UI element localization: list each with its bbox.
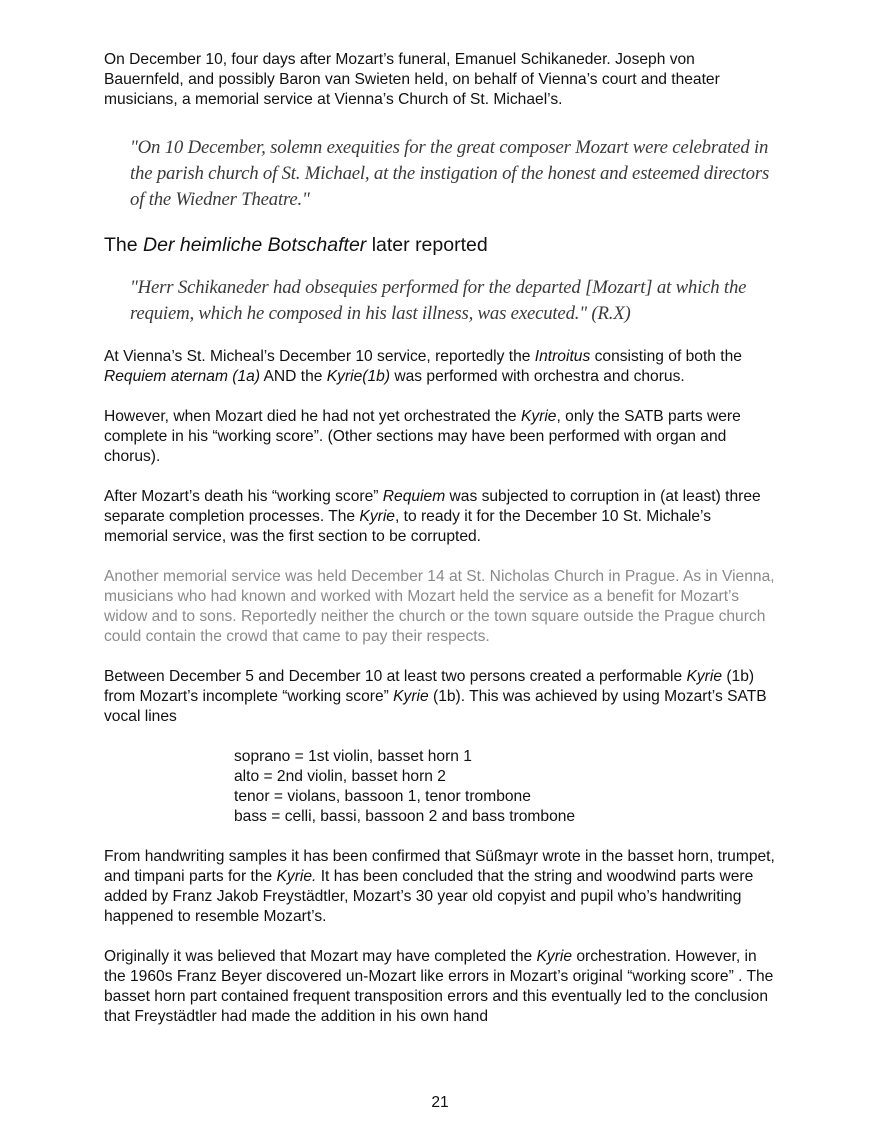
paragraph-prague-service: Another memorial service was held December 14 at St. Nicholas Church in Prague. As in Vienna, musicians who had known and worked with Mozart held the service as a benefit for Mozart’s widow and to sons. Reportedly neither the church or the town square outside the Prague church could contain the crowd that came to pay their respects.: [104, 568, 775, 645]
paragraph-beyer-discovery: [104, 947, 776, 1027]
mapping-line: tenor = violans, bassoon 1, tenor trombone: [234, 788, 531, 805]
text-run: AND the: [260, 368, 327, 385]
text-run: consisting of both the: [590, 348, 742, 365]
section-heading: [104, 233, 776, 257]
paragraph-kyrie-unorchestrated: [104, 407, 776, 467]
heading-text-end: later reported: [366, 234, 488, 256]
voice-instrument-mapping: [234, 747, 776, 827]
text-run: orchestration. However, in the 1960s Franz Beyer discovered un-Mozart like errors in Mozart’s original “working score” . The basset horn part contained frequent transposition errors and this eventually led to the conclusion that Freystädtler had made the addition in his own hand: [104, 948, 774, 1025]
paragraph-memorial-vienna: On December 10, four days after Mozart’s funeral, Emanuel Schikaneder. Joseph von Bauernfeld, and possibly Baron van Swieten held, on behalf of Vienna’s court and theater musicians, a memorial service at Vienna’s Church of St. Michael’s.: [104, 51, 720, 108]
italic-run: Introitus: [534, 348, 591, 365]
mapping-line: bass = celli, bassi, bassoon 2 and bass trombone: [234, 808, 576, 825]
text-run: Between December 5 and December 10 at least two persons created a performable: [104, 668, 687, 685]
text-run: After Mozart’s death his “working score”: [104, 488, 383, 505]
italic-run: Requiem aternam (1a): [104, 368, 261, 385]
mapping-line: alto = 2nd violin, basset horn 2: [234, 768, 446, 785]
paragraph-handwriting: [104, 847, 776, 927]
paragraph-performable-kyrie: [104, 667, 776, 727]
italic-run: Kyrie: [686, 668, 723, 685]
text-run: It has been concluded that the string and woodwind parts were added by Franz Jakob Freystädtler, Mozart’s 30 year old copyist and pupil who’s handwriting happened to resemble Mozart’s.: [104, 868, 754, 925]
italic-run: Requiem: [382, 488, 446, 505]
text-run: (1b). This was achieved by using Mozart’s SATB vocal lines: [104, 688, 767, 725]
paragraph-introitus: [104, 347, 776, 387]
page-number: 21: [431, 1094, 449, 1111]
italic-run: Kyrie: [359, 508, 395, 525]
page-body: [104, 50, 776, 1027]
paragraph-corruption: [104, 487, 776, 547]
quote-obsequies: "Herr Schikaneder had obsequies performed for the departed [Mozart] at which the requiem, which he composed in his last illness, was executed." (R.X): [130, 277, 747, 324]
text-run: However, when Mozart died he had not yet orchestrated the: [104, 408, 521, 425]
text-run: , only the SATB parts were complete in his “working score”. (Other sections may have been performed with organ and chorus).: [104, 408, 741, 465]
italic-run: Kyrie.: [276, 868, 317, 885]
heading-text: The: [104, 234, 144, 256]
italic-run: Kyrie(1b): [326, 368, 391, 385]
quote-exequities: "On 10 December, solemn exequities for the great composer Mozart were celebrated in the parish church of St. Michael, at the instigation of the honest and esteemed directors of the Wiedner Theatre.": [130, 137, 770, 210]
mapping-line: soprano = 1st violin, basset horn 1: [234, 748, 472, 765]
italic-run: Kyrie: [536, 948, 573, 965]
italic-run: Kyrie: [393, 688, 429, 705]
text-run: Originally it was believed that Mozart may have completed the: [104, 948, 537, 965]
text-run: From handwriting samples it has been confirmed that Süßmayr wrote in the basset horn, trumpet, and timpani parts for the: [104, 848, 775, 885]
italic-run: Kyrie: [520, 408, 557, 425]
text-run: At Vienna’s St. Micheal’s December 10 service, reportedly the: [104, 348, 535, 365]
text-run: , to ready it for the December 10 St. Michale’s memorial service, was the first section to be corrupted.: [104, 508, 712, 545]
text-run: (1b) from Mozart’s incomplete “working score”: [104, 668, 755, 705]
heading-newspaper-title: Der heimliche Botschafter: [143, 234, 367, 256]
text-run: was subjected to corruption in (at least) three separate completion processes. The: [104, 488, 761, 525]
text-run: was performed with orchestra and chorus.: [390, 368, 685, 385]
